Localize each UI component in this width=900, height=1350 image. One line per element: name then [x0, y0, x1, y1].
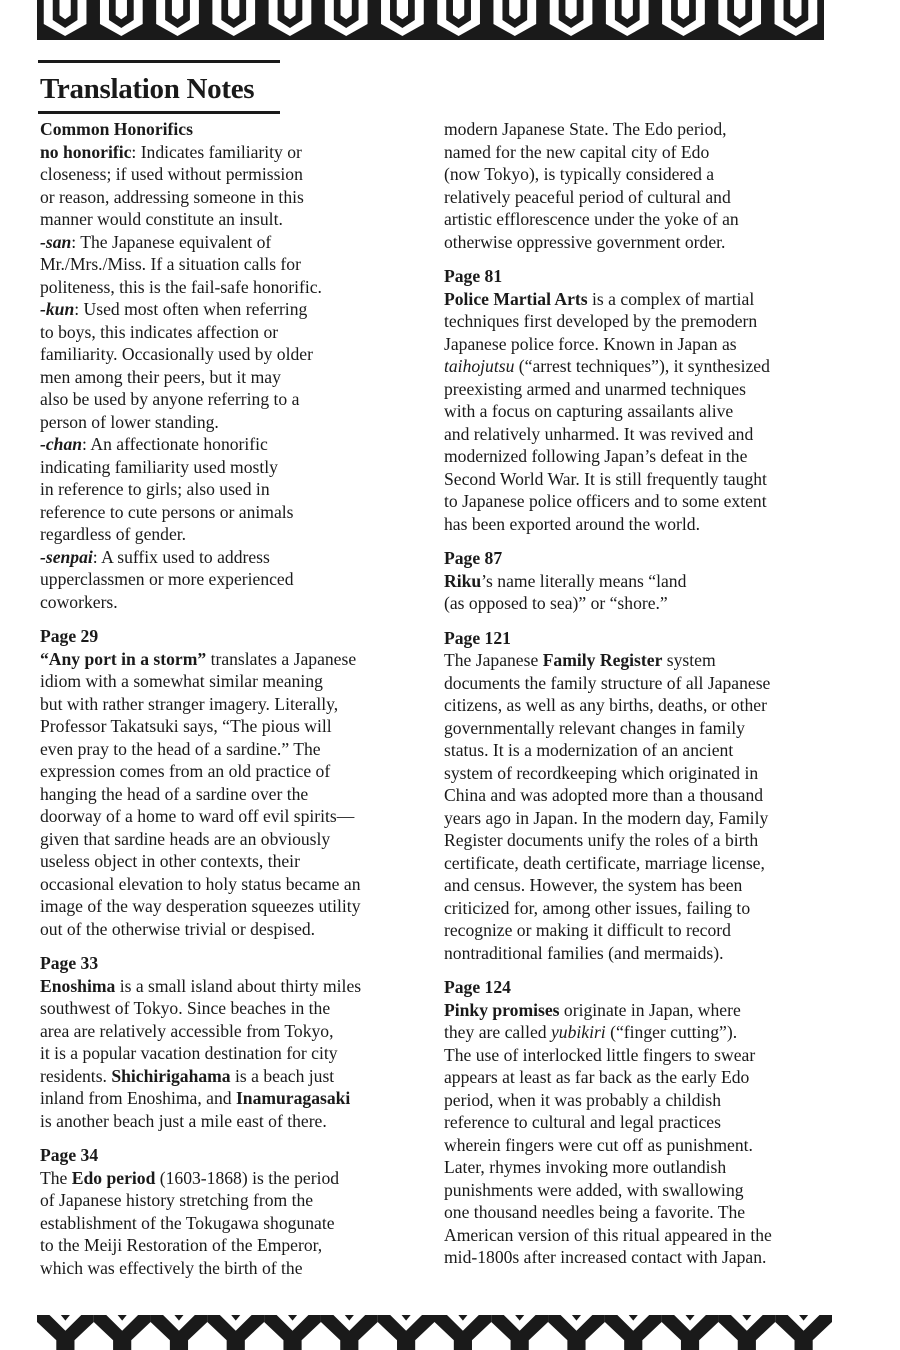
- text-run: in reference to girls; also used in: [40, 479, 270, 499]
- text-line: [444, 1201, 834, 1224]
- text-run: translates a Japanese: [206, 648, 357, 669]
- text-line: [40, 693, 412, 716]
- text-run: : An affectionate honorific: [82, 434, 268, 454]
- text-line: [40, 952, 412, 975]
- text-run: inland from Enoshima, and: [40, 1088, 236, 1108]
- text-line: [444, 1111, 834, 1134]
- text-line: [40, 828, 412, 851]
- text-run: The: [40, 1167, 72, 1188]
- text-run: and census. However, the system has been: [444, 875, 743, 895]
- text-line: [40, 298, 412, 321]
- text-line: [444, 1134, 834, 1157]
- border-motif-inner: [734, 0, 745, 19]
- text-line: [40, 1087, 412, 1110]
- paragraph-gap: [444, 615, 834, 627]
- text-line: [444, 231, 834, 254]
- text-run: citizens, as well as any births, deaths, or other: [444, 695, 767, 715]
- text-line: [40, 321, 412, 344]
- text-line: [40, 1167, 412, 1190]
- decorative-border-bottom: [37, 1315, 832, 1350]
- text-line: [40, 760, 412, 783]
- border-motif-inner: [172, 0, 183, 19]
- text-line: [40, 670, 412, 693]
- text-line: [444, 976, 834, 999]
- text-run: indicating familiarity used mostly: [40, 456, 278, 477]
- border-motif-inner: [341, 0, 352, 19]
- text-line: [444, 717, 834, 740]
- border-motif-inner: [228, 0, 239, 19]
- emphasis-text: Edo period: [71, 1167, 156, 1188]
- text-run: is a small island about thirty miles: [115, 975, 362, 996]
- text-line: [444, 672, 834, 695]
- text-line: [40, 208, 412, 231]
- text-line: [40, 1257, 412, 1280]
- text-line: [444, 1021, 834, 1044]
- border-background: [37, 0, 824, 40]
- paragraph-gap: [444, 535, 834, 547]
- text-run: to the Meiji Restoration of the Emperor,: [40, 1235, 323, 1255]
- text-run: manner would constitute an insult.: [40, 209, 283, 229]
- text-run: (“arrest techniques”), it synthesized: [514, 356, 770, 376]
- text-line: [40, 591, 412, 614]
- emphasis-text: Family Register: [542, 650, 663, 670]
- text-line: [444, 999, 834, 1022]
- text-line: [40, 186, 412, 209]
- text-line: [40, 388, 412, 411]
- paragraph-gap: [40, 1132, 412, 1144]
- text-run: which was effectively the birth of the: [40, 1257, 303, 1278]
- text-run: upperclassmen or more experienced: [40, 569, 294, 589]
- page-title: Translation Notes: [40, 73, 255, 105]
- text-run: is another beach just a mile east of there.: [40, 1110, 327, 1131]
- text-run: Japanese police force. Known in Japan as: [444, 333, 737, 354]
- emphasis-text: Pinky promises: [444, 999, 560, 1020]
- text-line: [444, 208, 834, 231]
- text-run: artistic efflorescence under the yoke of an: [444, 209, 739, 229]
- text-run: system: [662, 650, 716, 670]
- text-run: modern Japanese State. The Edo period,: [444, 119, 727, 139]
- text-line: [444, 141, 834, 164]
- text-run: also be used by anyone referring to a: [40, 389, 300, 409]
- emphasis-text: Riku: [444, 570, 482, 591]
- text-line: [40, 253, 412, 276]
- text-run: originate in Japan, where: [559, 999, 741, 1020]
- text-run: occasional elevation to holy status became an: [40, 873, 361, 894]
- text-run: The Japanese: [444, 650, 543, 670]
- text-run: preexisting armed and unarmed techniques: [444, 378, 746, 399]
- text-line: [40, 343, 412, 366]
- emphasis-text: Page 81: [444, 266, 503, 286]
- text-line: [40, 501, 412, 524]
- emphasis-text: Page 87: [444, 548, 503, 568]
- title-block: [38, 60, 280, 114]
- border-motif-inner: [116, 0, 127, 19]
- border-motif-inner: [59, 0, 70, 19]
- text-line: [40, 1212, 412, 1235]
- text-run: image of the way desperation squeezes utility: [40, 896, 361, 916]
- text-run: techniques first developed by the premodern: [444, 311, 758, 331]
- text-line: [444, 649, 834, 672]
- left-column: [40, 118, 412, 1279]
- text-run: modernized following Japan’s defeat in the: [444, 446, 748, 466]
- text-run: China and was adopted more than a thousand: [444, 785, 764, 805]
- text-line: [40, 738, 412, 761]
- text-line: [444, 627, 834, 650]
- text-line: [444, 186, 834, 209]
- text-run: punishments were added, with swallowing: [444, 1179, 744, 1200]
- text-line: [444, 1156, 834, 1179]
- text-run: mid-1800s after increased contact with Japan.: [444, 1247, 767, 1267]
- emphasis-text: -senpai: [40, 546, 93, 567]
- text-run: person of lower standing.: [40, 411, 219, 432]
- paragraph-gap: [40, 940, 412, 952]
- text-line: [444, 694, 834, 717]
- text-run: Register documents unify the roles of a birth: [444, 830, 759, 850]
- emphasis-text: Shichirigahama: [111, 1065, 231, 1086]
- text-line: [444, 874, 834, 897]
- text-line: [40, 850, 412, 873]
- text-line: [40, 568, 412, 591]
- text-run: out of the otherwise trivial or despised.: [40, 918, 316, 939]
- text-line: [40, 648, 412, 671]
- text-line: [444, 592, 834, 615]
- text-run: they are called: [444, 1022, 551, 1042]
- emphasis-text: Common Honorifics: [40, 119, 193, 139]
- text-run: politeness, this is the fail-safe honorific.: [40, 276, 322, 297]
- emphasis-text: Page 29: [40, 626, 99, 646]
- emphasis-text: -san: [40, 231, 72, 252]
- text-run: : A suffix used to address: [92, 546, 270, 567]
- emphasis-text: taihojutsu: [444, 356, 515, 376]
- text-run: appears at least as far back as the early Edo: [444, 1067, 750, 1087]
- text-line: [40, 975, 412, 998]
- text-run: relatively peaceful period of cultural and: [444, 186, 731, 207]
- right-column: [444, 118, 834, 1269]
- text-line: [40, 997, 412, 1020]
- text-line: [444, 829, 834, 852]
- text-line: [444, 288, 834, 311]
- border-motif-inner: [622, 0, 633, 19]
- text-run: establishment of the Tokugawa shogunate: [40, 1212, 335, 1233]
- paragraph-gap: [444, 964, 834, 976]
- text-line: [444, 784, 834, 807]
- emphasis-text: -chan: [40, 434, 83, 454]
- text-line: [40, 433, 412, 456]
- emphasis-text: Inamuragasaki: [235, 1088, 351, 1108]
- text-line: [40, 1110, 412, 1133]
- text-line: [444, 807, 834, 830]
- text-run: status. It is a modernization of an ancient: [444, 740, 734, 760]
- text-run: is a beach just: [230, 1065, 335, 1086]
- text-run: and relatively unharmed. It was revived and: [444, 423, 754, 444]
- emphasis-text: Enoshima: [40, 975, 116, 996]
- text-run: period, when it was probably a childish: [444, 1089, 722, 1110]
- text-run: (as opposed to sea)” or “shore.”: [444, 593, 668, 613]
- text-line: [444, 468, 834, 491]
- text-line: [40, 478, 412, 501]
- text-run: : Indicates familiarity or: [131, 141, 302, 162]
- emphasis-text: yubikiri: [550, 1022, 606, 1042]
- text-run: reference to cute persons or animals: [40, 501, 294, 522]
- text-line: [40, 163, 412, 186]
- text-run: : The Japanese equivalent of: [71, 231, 272, 252]
- text-line: [40, 873, 412, 896]
- text-run: nontraditional families (and mermaids).: [444, 942, 724, 963]
- text-run: or reason, addressing someone in this: [40, 186, 304, 207]
- text-line: [40, 895, 412, 918]
- text-line: [444, 570, 834, 593]
- text-line: [444, 355, 834, 378]
- text-run: of Japanese history stretching from the: [40, 1190, 314, 1210]
- text-run: regardless of gender.: [40, 524, 187, 544]
- text-line: [444, 378, 834, 401]
- text-run: it is a popular vacation destination for city: [40, 1043, 338, 1063]
- text-line: [40, 411, 412, 434]
- emphasis-text: Page 34: [40, 1145, 99, 1165]
- text-run: expression comes from an old practice of: [40, 761, 331, 781]
- text-line: [444, 163, 834, 186]
- text-run: one thousand needles being a favorite. The: [444, 1202, 746, 1222]
- text-run: idiom with a somewhat similar meaning: [40, 671, 323, 691]
- emphasis-text: Page 121: [444, 627, 511, 648]
- text-run: Later, rhymes invoking more outlandish: [444, 1157, 727, 1177]
- text-line: [444, 547, 834, 570]
- text-run: useless object in other contexts, their: [40, 851, 300, 871]
- emphasis-text: Page 124: [444, 977, 511, 997]
- border-motif-inner: [790, 0, 801, 19]
- text-run: otherwise oppressive government order.: [444, 231, 726, 252]
- text-run: governmentally relevant changes in family: [444, 717, 745, 738]
- text-run: recognize or making it difficult to record: [444, 920, 731, 940]
- text-run: (“finger cutting”).: [605, 1022, 738, 1042]
- text-run: (now Tokyo), is typically considered a: [444, 164, 715, 184]
- emphasis-text: “Any port in a storm”: [40, 648, 207, 669]
- border-motif-inner: [284, 0, 295, 19]
- text-line: [444, 490, 834, 513]
- text-line: [40, 546, 412, 569]
- text-line: [444, 897, 834, 920]
- text-run: men among their peers, but it may: [40, 366, 281, 387]
- text-run: but with rather stranger imagery. Literally,: [40, 693, 339, 714]
- paragraph-gap: [40, 613, 412, 625]
- text-run: hanging the head of a sardine over the: [40, 783, 309, 804]
- text-run: : Used most often when referring: [74, 299, 308, 319]
- emphasis-text: -kun: [40, 299, 75, 319]
- text-run: certificate, death certificate, marriage license,: [444, 852, 765, 873]
- text-run: area are relatively accessible from Tokyo,: [40, 1020, 334, 1041]
- text-run: named for the new capital city of Edo: [444, 141, 710, 162]
- text-run: criticized for, among other issues, failing to: [444, 897, 751, 918]
- text-run: to boys, this indicates affection or: [40, 321, 279, 342]
- text-line: [444, 1179, 834, 1202]
- text-line: [444, 1246, 834, 1269]
- emphasis-text: Page 33: [40, 953, 99, 973]
- border-motif-inner: [509, 0, 520, 19]
- text-line: [444, 1066, 834, 1089]
- text-run: system of recordkeeping which originated in: [444, 762, 759, 783]
- text-run: closeness; if used without permission: [40, 164, 303, 184]
- text-run: reference to cultural and legal practices: [444, 1112, 721, 1132]
- text-run: doorway of a home to ward off evil spirits—: [40, 806, 355, 826]
- text-line: [444, 310, 834, 333]
- emphasis-text: Police Martial Arts: [444, 288, 588, 309]
- text-line: [444, 942, 834, 965]
- paragraph-gap: [444, 253, 834, 265]
- text-run: residents.: [40, 1065, 112, 1086]
- text-line: [444, 265, 834, 288]
- border-motif-inner: [678, 0, 689, 19]
- text-line: [444, 513, 834, 536]
- text-run: given that sardine heads are an obviously: [40, 828, 331, 849]
- text-run: with a focus on capturing assailants alive: [444, 401, 734, 421]
- text-run: (1603-1868) is the period: [155, 1167, 340, 1188]
- text-line: [40, 625, 412, 648]
- text-line: [40, 456, 412, 479]
- text-line: [40, 366, 412, 389]
- text-line: [444, 852, 834, 875]
- text-line: [444, 333, 834, 356]
- text-run: wherein fingers were cut off as punishment.: [444, 1134, 753, 1155]
- decorative-border-top: [37, 0, 824, 40]
- text-run: southwest of Tokyo. Since beaches in the: [40, 998, 331, 1018]
- text-run: has been exported around the world.: [444, 513, 701, 534]
- text-line: [444, 423, 834, 446]
- text-run: years ago in Japan. In the modern day, Family: [444, 807, 769, 828]
- text-run: ’s name literally means “land: [481, 570, 687, 591]
- text-line: [444, 1224, 834, 1247]
- text-line: [444, 445, 834, 468]
- title-rule-bottom: [38, 111, 280, 114]
- text-line: [444, 1089, 834, 1112]
- text-line: [40, 1020, 412, 1043]
- text-line: [40, 918, 412, 941]
- text-line: [444, 1044, 834, 1067]
- text-line: [40, 1065, 412, 1088]
- text-run: is a complex of martial: [587, 288, 755, 309]
- emphasis-text: no honorific: [40, 141, 132, 162]
- text-line: [40, 231, 412, 254]
- text-line: [40, 783, 412, 806]
- text-line: [40, 715, 412, 738]
- border-motif-inner: [453, 0, 464, 19]
- text-run: even pray to the head of a sardine.” The: [40, 738, 321, 759]
- text-line: [444, 400, 834, 423]
- border-motif-inner: [565, 0, 576, 19]
- text-line: [444, 739, 834, 762]
- text-line: [40, 276, 412, 299]
- text-run: Professor Takatsuki says, “The pious will: [40, 716, 332, 736]
- text-line: [40, 1234, 412, 1257]
- text-line: [444, 762, 834, 785]
- text-line: [40, 805, 412, 828]
- text-line: [40, 1042, 412, 1065]
- text-line: [444, 118, 834, 141]
- text-line: [40, 1144, 412, 1167]
- text-run: American version of this ritual appeared in the: [444, 1224, 772, 1245]
- text-line: [444, 919, 834, 942]
- text-run: documents the family structure of all Japanese: [444, 672, 771, 693]
- text-run: The use of interlocked little fingers to swear: [444, 1044, 756, 1065]
- text-run: to Japanese police officers and to some extent: [444, 491, 767, 511]
- text-line: [40, 1189, 412, 1212]
- text-run: Mr./Mrs./Miss. If a situation calls for: [40, 254, 301, 274]
- text-line: [40, 118, 412, 141]
- text-run: familiarity. Occasionally used by older: [40, 344, 313, 364]
- text-line: [40, 523, 412, 546]
- text-line: [40, 141, 412, 164]
- text-run: coworkers.: [40, 591, 118, 612]
- border-motif-inner: [397, 0, 408, 19]
- text-run: Second World War. It is still frequently taught: [444, 468, 767, 489]
